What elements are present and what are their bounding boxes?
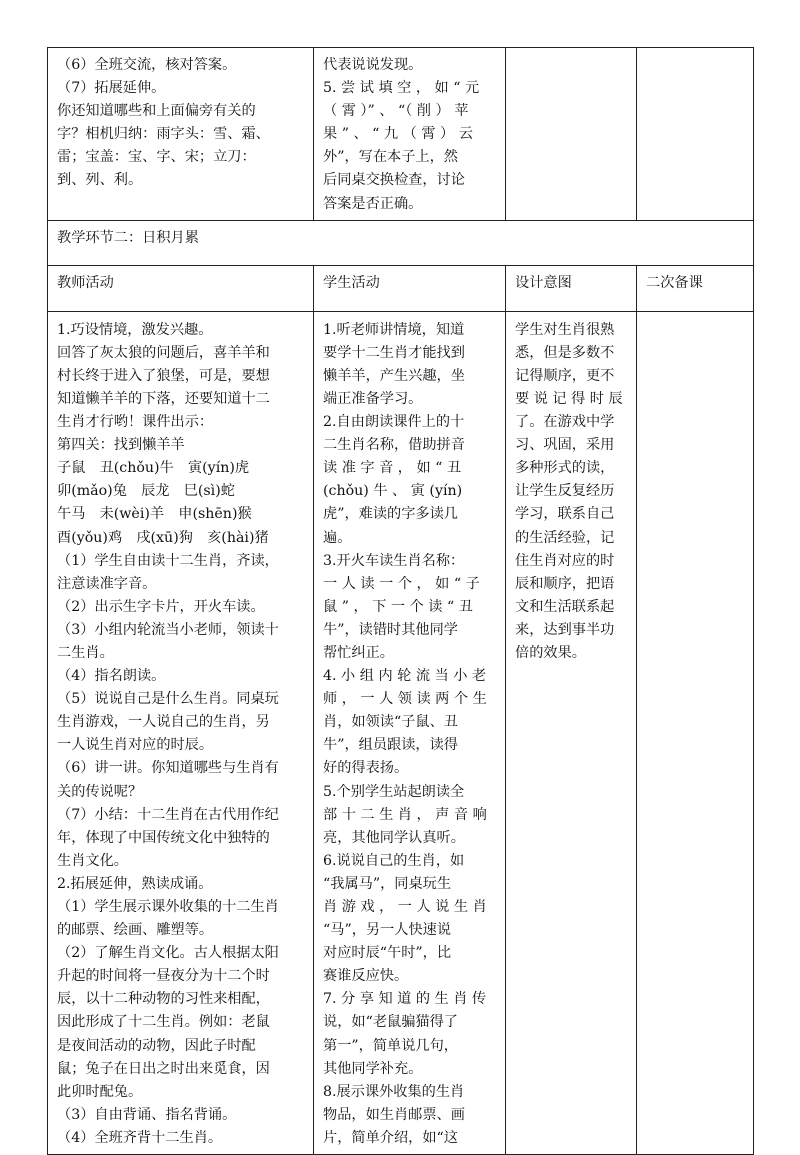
student-activity-line: 外”，写在本子上，然 [323, 149, 458, 166]
student-activity-line: 6.说说自己的生肖，如 [323, 852, 465, 869]
content-row [48, 311, 754, 1154]
student-activity-line: 师 ， 一 人 领 读 两 个 生 [323, 691, 487, 708]
student-activity-line: 第一”，简单说几句， [323, 1037, 458, 1054]
design-intent-line: 多种形式的读， [515, 460, 615, 477]
student-activity-line: 赛谁反应快。 [323, 968, 409, 985]
teacher-activity-line: 2.拓展延伸，熟读成诵。 [57, 875, 213, 892]
student-activity-line: 帮忙纠正。 [323, 644, 394, 661]
teacher-activity-line: 生肖文化。 [57, 852, 128, 869]
student-activity-line: 4. 小 组 内 轮 流 当 小 老 [323, 668, 487, 685]
design-intent-line: 辰和顺序，把语 [515, 575, 615, 592]
teacher-activity-line: 注意读准字音。 [57, 575, 157, 592]
student-activity-line: 二生肖名称，借助拼音 [323, 437, 465, 454]
student-activity-line: 2.自由朗读课件上的十 [323, 414, 465, 431]
teacher-activity-line: 的邮票、绘画、雕塑等。 [57, 922, 214, 939]
teacher-activity-line: 第四关：找到懒羊羊 [57, 437, 185, 454]
second-prep-cell [637, 311, 754, 1154]
teacher-activity-line: 一人说生肖对应的时辰。 [57, 737, 214, 754]
student-activity-line: 说，如“老鼠骗猫得了 [323, 1014, 458, 1031]
teacher-activity-line: （1）学生自由读十二生肖，齐读， [57, 552, 279, 569]
design-intent-line: 来，达到事半功 [515, 621, 615, 638]
student-activity-line: 8.展示课外收集的生肖 [323, 1083, 465, 1100]
teacher-activity-line: 1.巧设情境，激发兴趣。 [57, 321, 213, 338]
design-intent-line: 倍的效果。 [515, 644, 586, 661]
student-activity-line: 5.个别学生站起朗读全 [323, 783, 465, 800]
header-design-intent: 设计意图 [506, 265, 637, 311]
student-activity-line: 5. 尝 试 填 空 ， 如 “ 元 [323, 80, 480, 97]
teacher-activity-line: （7）拓展延伸。 [57, 80, 166, 97]
design-intent-line: 学习，联系自己 [515, 506, 615, 523]
teacher-activity-line: 回答了灰太狼的问题后，喜羊羊和 [57, 344, 270, 361]
student-activity-line: 片，简单介绍，如“这 [323, 1129, 458, 1146]
teacher-activity-line: 午马 未(wèi)羊 申(shēn)猴 [57, 506, 252, 523]
teacher-activity-line: 是夜间活动的动物，因此子时配 [57, 1037, 256, 1054]
teacher-activity-line: 鼠；兔子在日出之时出来觅食，因 [57, 1060, 270, 1077]
design-intent-line: 记得顺序，更不 [515, 367, 615, 384]
teacher-activity-line: （2）出示生字卡片，开火车读。 [57, 598, 265, 615]
teacher-activity-line: （2）了解生肖文化。古人根据太阳 [57, 945, 279, 962]
design-intent-line: 习、巩固，采用 [515, 437, 615, 454]
design-intent-cell [506, 311, 637, 1154]
student-activity-line: 虎”，难读的字多读几 [323, 506, 458, 523]
student-activity-line: 1.听老师讲情境，知道 [323, 321, 465, 338]
student-activity-line: 其他同学补充。 [323, 1060, 423, 1077]
teacher-activity-line: 你还知道哪些和上面偏旁有关的 [57, 103, 256, 120]
teacher-activity-line: （6）全班交流，核对答案。 [57, 57, 237, 73]
design-intent-line: 让学生反复经历 [515, 483, 615, 500]
student-activity-line: 后同桌交换检查，讨论 [323, 172, 465, 189]
teacher-activity-line: （1）学生展示课外收集的十二生肖 [57, 899, 279, 915]
teacher-activity-line: 生肖才行哟！课件出示： [57, 414, 214, 431]
teacher-activity-cell [48, 311, 314, 1154]
teacher-activity-line: 到、列、利。 [57, 172, 143, 189]
student-activity-line: 7. 分 享 知 道 的 生 肖 传 [323, 991, 487, 1008]
teacher-activity-line: 二生肖。 [57, 644, 114, 661]
student-activity-line: “马”，另一人快速说 [323, 922, 452, 939]
teacher-activity-line: 知道懒羊羊的下落，还要知道十二 [57, 390, 270, 407]
teacher-activity-line: 子鼠 丑(chǒu)牛 寅(yín)虎 [57, 460, 250, 477]
lesson-plan-table [47, 47, 754, 1155]
design-intent-line: 悉，但是多数不 [515, 344, 615, 361]
teacher-activity-line: 酉(yǒu)鸡 戌(xū)狗 亥(hài)猪 [57, 529, 269, 546]
student-activity-line: 遍。 [323, 529, 352, 546]
student-activity-line: 牛”，组员跟读，读得 [323, 737, 458, 754]
student-activity-line: 代表说说发现。 [323, 57, 423, 73]
teacher-activity-line: 年，体现了中国传统文化中独特的 [57, 829, 270, 846]
student-activity-line: “我属马”，同桌玩生 [323, 875, 452, 892]
design-intent-line: 学生对生肖很熟 [515, 321, 615, 338]
teacher-activity-line: （5）说说自己是什么生肖。同桌玩 [57, 691, 279, 708]
header-student-activity: 学生活动 [314, 265, 506, 311]
teacher-activity-line: 字？相机归纳：雨字头：雪、霜、 [57, 126, 270, 143]
teacher-activity-line: 雷；宝盖：宝、字、宋；立刀： [57, 149, 256, 166]
student-activity-line: 部 十 二 生 肖 ， 声 音 响 [323, 806, 487, 823]
student-activity-line: 肖，如领读“子鼠、丑 [323, 714, 458, 731]
student-activity-line: 好的得表扬。 [323, 760, 409, 777]
teacher-activity-line: （4）全班齐背十二生肖。 [57, 1129, 223, 1146]
design-intent-line: 住生肖对应的时 [515, 552, 615, 569]
student-activity-line: 端正准备学习。 [323, 390, 423, 407]
header-teacher-activity: 教师活动 [48, 265, 314, 311]
student-activity-line: (chǒu) 牛 、 寅 (yín) [323, 483, 463, 500]
student-activity-line: 牛”，读错时其他同学 [323, 621, 458, 638]
section-row [48, 220, 754, 265]
design-intent-line: 的生活经验，记 [515, 529, 615, 546]
student-activity-continued-cell [314, 48, 506, 221]
student-activity-line: 懒羊羊，产生兴趣，坐 [323, 367, 465, 384]
design-intent-line: 了。在游戏中学 [515, 414, 615, 431]
teacher-activity-line: 辰，以十二种动物的习性来相配， [57, 991, 270, 1008]
teacher-activity-line: （7）小结：十二生肖在古代用作纪 [57, 806, 279, 823]
teacher-activity-continued-cell [48, 48, 314, 221]
section-title: 教学环节二：日积月累 [48, 220, 754, 265]
design-intent-continued-cell [506, 48, 637, 221]
teacher-activity-line: 因此形成了十二生肖。例如：老鼠 [57, 1014, 270, 1031]
teacher-activity-line: 关的传说呢？ [57, 783, 143, 800]
second-prep-continued-cell [637, 48, 754, 221]
teacher-activity-line: 卯(mǎo)兔 辰龙 巳(sì)蛇 [57, 483, 235, 500]
student-activity-line: 答案是否正确。 [323, 195, 423, 212]
student-activity-line: 3.开火车读生肖名称： [323, 552, 465, 569]
teacher-activity-line: （3）小组内轮流当小老师，领读十 [57, 621, 279, 638]
header-row [48, 265, 754, 311]
teacher-activity-line: 生肖游戏，一人说自己的生肖，另 [57, 714, 270, 731]
design-intent-line: 文和生活联系起 [515, 598, 615, 615]
student-activity-line: 肖 游 戏 ， 一 人 说 生 肖 [323, 899, 487, 915]
student-activity-line: 要学十二生肖才能找到 [323, 344, 465, 361]
student-activity-line: 果 ” 、 “ 九 （ 霄 ） 云 [323, 126, 473, 143]
student-activity-cell [314, 311, 506, 1154]
continued-row [48, 48, 754, 221]
teacher-activity-line: （6）讲一讲。你知道哪些与生肖有 [57, 760, 279, 777]
student-activity-line: （ 霄 ）” 、 “（ 削 ） 苹 [323, 103, 469, 120]
teacher-activity-line: 村长终于进入了狼堡，可是，要想 [57, 367, 270, 384]
teacher-activity-line: （3）自由背诵、指名背诵。 [57, 1106, 237, 1123]
teacher-activity-line: （4）指名朗读。 [57, 668, 166, 685]
student-activity-line: 亮，其他同学认真听。 [323, 829, 465, 846]
student-activity-line: 鼠 ” ， 下 一 个 读 “ 丑 [323, 598, 473, 615]
teacher-activity-line: 升起的时间将一昼夜分为十二个时 [57, 968, 270, 985]
student-activity-line: 读 准 字 音 ， 如 “ 丑 [323, 460, 462, 477]
student-activity-line: 物品，如生肖邮票、画 [323, 1106, 465, 1123]
header-second-prep: 二次备课 [637, 265, 754, 311]
teacher-activity-line: 此卯时配兔。 [57, 1083, 143, 1100]
student-activity-line: 一 人 读 一 个 ， 如 “ 子 [323, 575, 480, 592]
design-intent-line: 要 说 记 得 时 辰 [515, 390, 623, 407]
student-activity-line: 对应时辰“午时”，比 [323, 945, 452, 962]
